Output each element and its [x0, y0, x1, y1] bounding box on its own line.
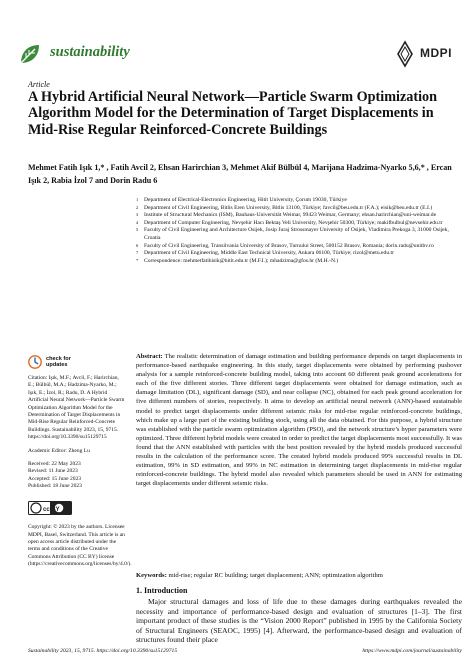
published-date: Published: 18 June 2023: [28, 483, 82, 490]
abstract-label: Abstract:: [136, 353, 163, 360]
keywords-text: mid-rise; regular RC building; target displacement; ANN; optimization algorithm: [168, 572, 383, 579]
affiliation-item: 3 Institute of Structural Mechanics (ISM), Bauhaus-Universität Weimar, 99423 Weimar, Germany; ehsan.harirchian@uni-weimar.de: [136, 212, 437, 219]
cc-badge-text: cc BY: [43, 506, 60, 513]
affiliation-item: 7 Department of Civil Engineering, Middle East Technical University, Ankara 06100, Türkiye; rizol@metu.edu.tr: [136, 250, 394, 257]
article-sidebar: [28, 355, 132, 575]
keywords: [136, 571, 462, 580]
check-updates-line2: updates: [46, 362, 68, 368]
journal-name[interactable]: sustainability: [50, 44, 130, 60]
introduction-heading: 1. Introduction: [136, 586, 188, 595]
affiliation-item: 2 Department of Civil Engineering, Bitlis Eren University, Bitlis 13100, Türkiye; favcil@beu.edu.tr (F.A.); eisik@beu.edu.tr (E.I.): [136, 204, 433, 211]
footer-citation[interactable]: Sustainability 2023, 15, 9715. https://doi.org/10.3390/su15129715: [28, 648, 178, 654]
abstract: [136, 352, 462, 488]
abstract-text: The realistic determination of damage estimation and building performance depends on target displacements in performance-based earthquake engineering. In this study, target displacements were obtained by performing pushover analysis for a sample reinforced-concrete building model, taking into account 60 different peak ground accelerations for each of the five different stories. Three different target displacements were obtained for damage estimation, such as damage limitation (DL), significant damage (SD), and near collapse (NC), obtained for each peak ground acceleration for five different numbers of stories, respectively. It aims to develop an artificial neural network (ANN)-based sustainable model to predict target displacements under different seismic risks for mid-rise regular reinforced-concrete buildings, which make up a large part of the existing building stock, using all the data obtained. For this purpose, a hybrid structure was established with the particle swarm optimization algorithm (PSO), and the network structure’s hyper parameters were optimized. Three different hybrid models were created in order to predict the target displacements most successfully. It was found that the ANN established with particles with the best position revealed by the hybrid models produced successful results in the calculation of the performance score. The created hybrid models produced 99% successful results in DL estimation, 99% in SD estimation, and 99% in NC estimation in determining target displacements in mid-rise regular reinforced-concrete buildings. The hybrid model also revealed which parameters should be used in ANN for estimating target displacements under different seismic risks.: [136, 353, 462, 488]
affiliation-item: 4 Department of Computer Engineering, Nevşehir Hacı Bektaş Veli University, Nevşehir 50300, Türkiye; makifbulbul@nevsehir.edu.tr: [136, 219, 443, 226]
received-date: Received: 22 May 2023: [28, 461, 81, 468]
publication-dates: [28, 461, 125, 491]
citation: Citation: Işık, M.F.; Avcil, F.; Harirchian, E.; Bülbül, M.A.; Hadzima-Nyarko, M.; Işık, E.; İzol, R.; Radu, D. A Hybrid Artificial Neural Network—Particle Swarm Optimization Algorithm Model for the Determination of Target Displacements in Mid-Rise Regular Reinforced-Concrete Buildings. Sustainability 2023, 15, 9715. https://doi.org/10.3390/su15129715: [28, 375, 125, 441]
affiliation-list: [136, 197, 462, 265]
academic-editor: Academic Editor: Zheng Lu: [28, 447, 90, 454]
revised-date: Revised: 11 June 2023: [28, 468, 78, 475]
check-for-updates-button[interactable]: [28, 355, 125, 369]
page-footer: [28, 648, 462, 654]
keywords-label: Keywords:: [136, 572, 167, 579]
cc-by-license-icon[interactable]: [28, 501, 72, 515]
journal-header: [18, 40, 452, 70]
footer-journal-url[interactable]: https://www.mdpi.com/journal/sustainability: [362, 648, 462, 654]
check-updates-line1: check for: [46, 356, 71, 362]
publisher-name[interactable]: MDPI: [420, 46, 452, 60]
article-type: Article: [28, 80, 50, 89]
accepted-date: Accepted: 15 June 2023: [28, 475, 81, 482]
affiliation-item: 5 Faculty of Civil Engineering and Architecture Osijek, Josip Juraj Strossmayer University of Osijek, Vladimira Prekoga 3, 31000 Osijek, Croatia: [136, 227, 449, 241]
affiliation-item: 1 Department of Electrical-Electronics Engineering, Hitit University, Çorum 19030, Türkiye: [136, 197, 347, 203]
journal-leaf-icon: [18, 42, 42, 66]
check-updates-icon: [28, 355, 42, 369]
correspondence-item: * Correspondence: mehmetfatihisik@hitit.edu.tr (M.F.I.); mhadzima@gfos.hr (M.H.-N.): [136, 257, 339, 264]
author-list: Mehmet Fatih Işık 1,* , Fatih Avcil 2, Ehsan Harirchian 3, Mehmet Akif Bülbül 4, Marijana Hadzima-Nyarko 5,6,* , Ercan Işık 2, Rabia İzol 7 and Dorin Radu 6: [28, 163, 452, 185]
article-title: A Hybrid Artificial Neural Network—Particle Swarm Optimization Algorithm Model for the Determination of Target Displacements in Mid-Rise Regular Reinforced-Concrete Buildings: [28, 89, 438, 138]
affiliation-item: 6 Faculty of Civil Engineering, Transilvania University of Brasov, Turnului Street, 500152 Brasov, Romania; dorin.radu@unitbv.ro: [136, 242, 434, 249]
introduction-text: Major structural damages and loss of life due to these damages during earthquakes revealed the necessity and importance of performance-based design and evaluation of structures [1–3]. The first important product of these studies is the “Vision 2000 Report” published in 1995 by the California Society of Structural Engineers (SEAOC, 1995) [4]. Afterward, the performance-based design and evaluation of structures found their place: [136, 597, 462, 645]
copyright-notice: Copyright: © 2023 by the authors. Licensee MDPI, Basel, Switzerland. This article is an open access article distributed under the terms and conditions of the Creative Commons Attribution (CC BY) license (https://creativecommons.org/licenses/by/4.0/).: [28, 524, 132, 568]
